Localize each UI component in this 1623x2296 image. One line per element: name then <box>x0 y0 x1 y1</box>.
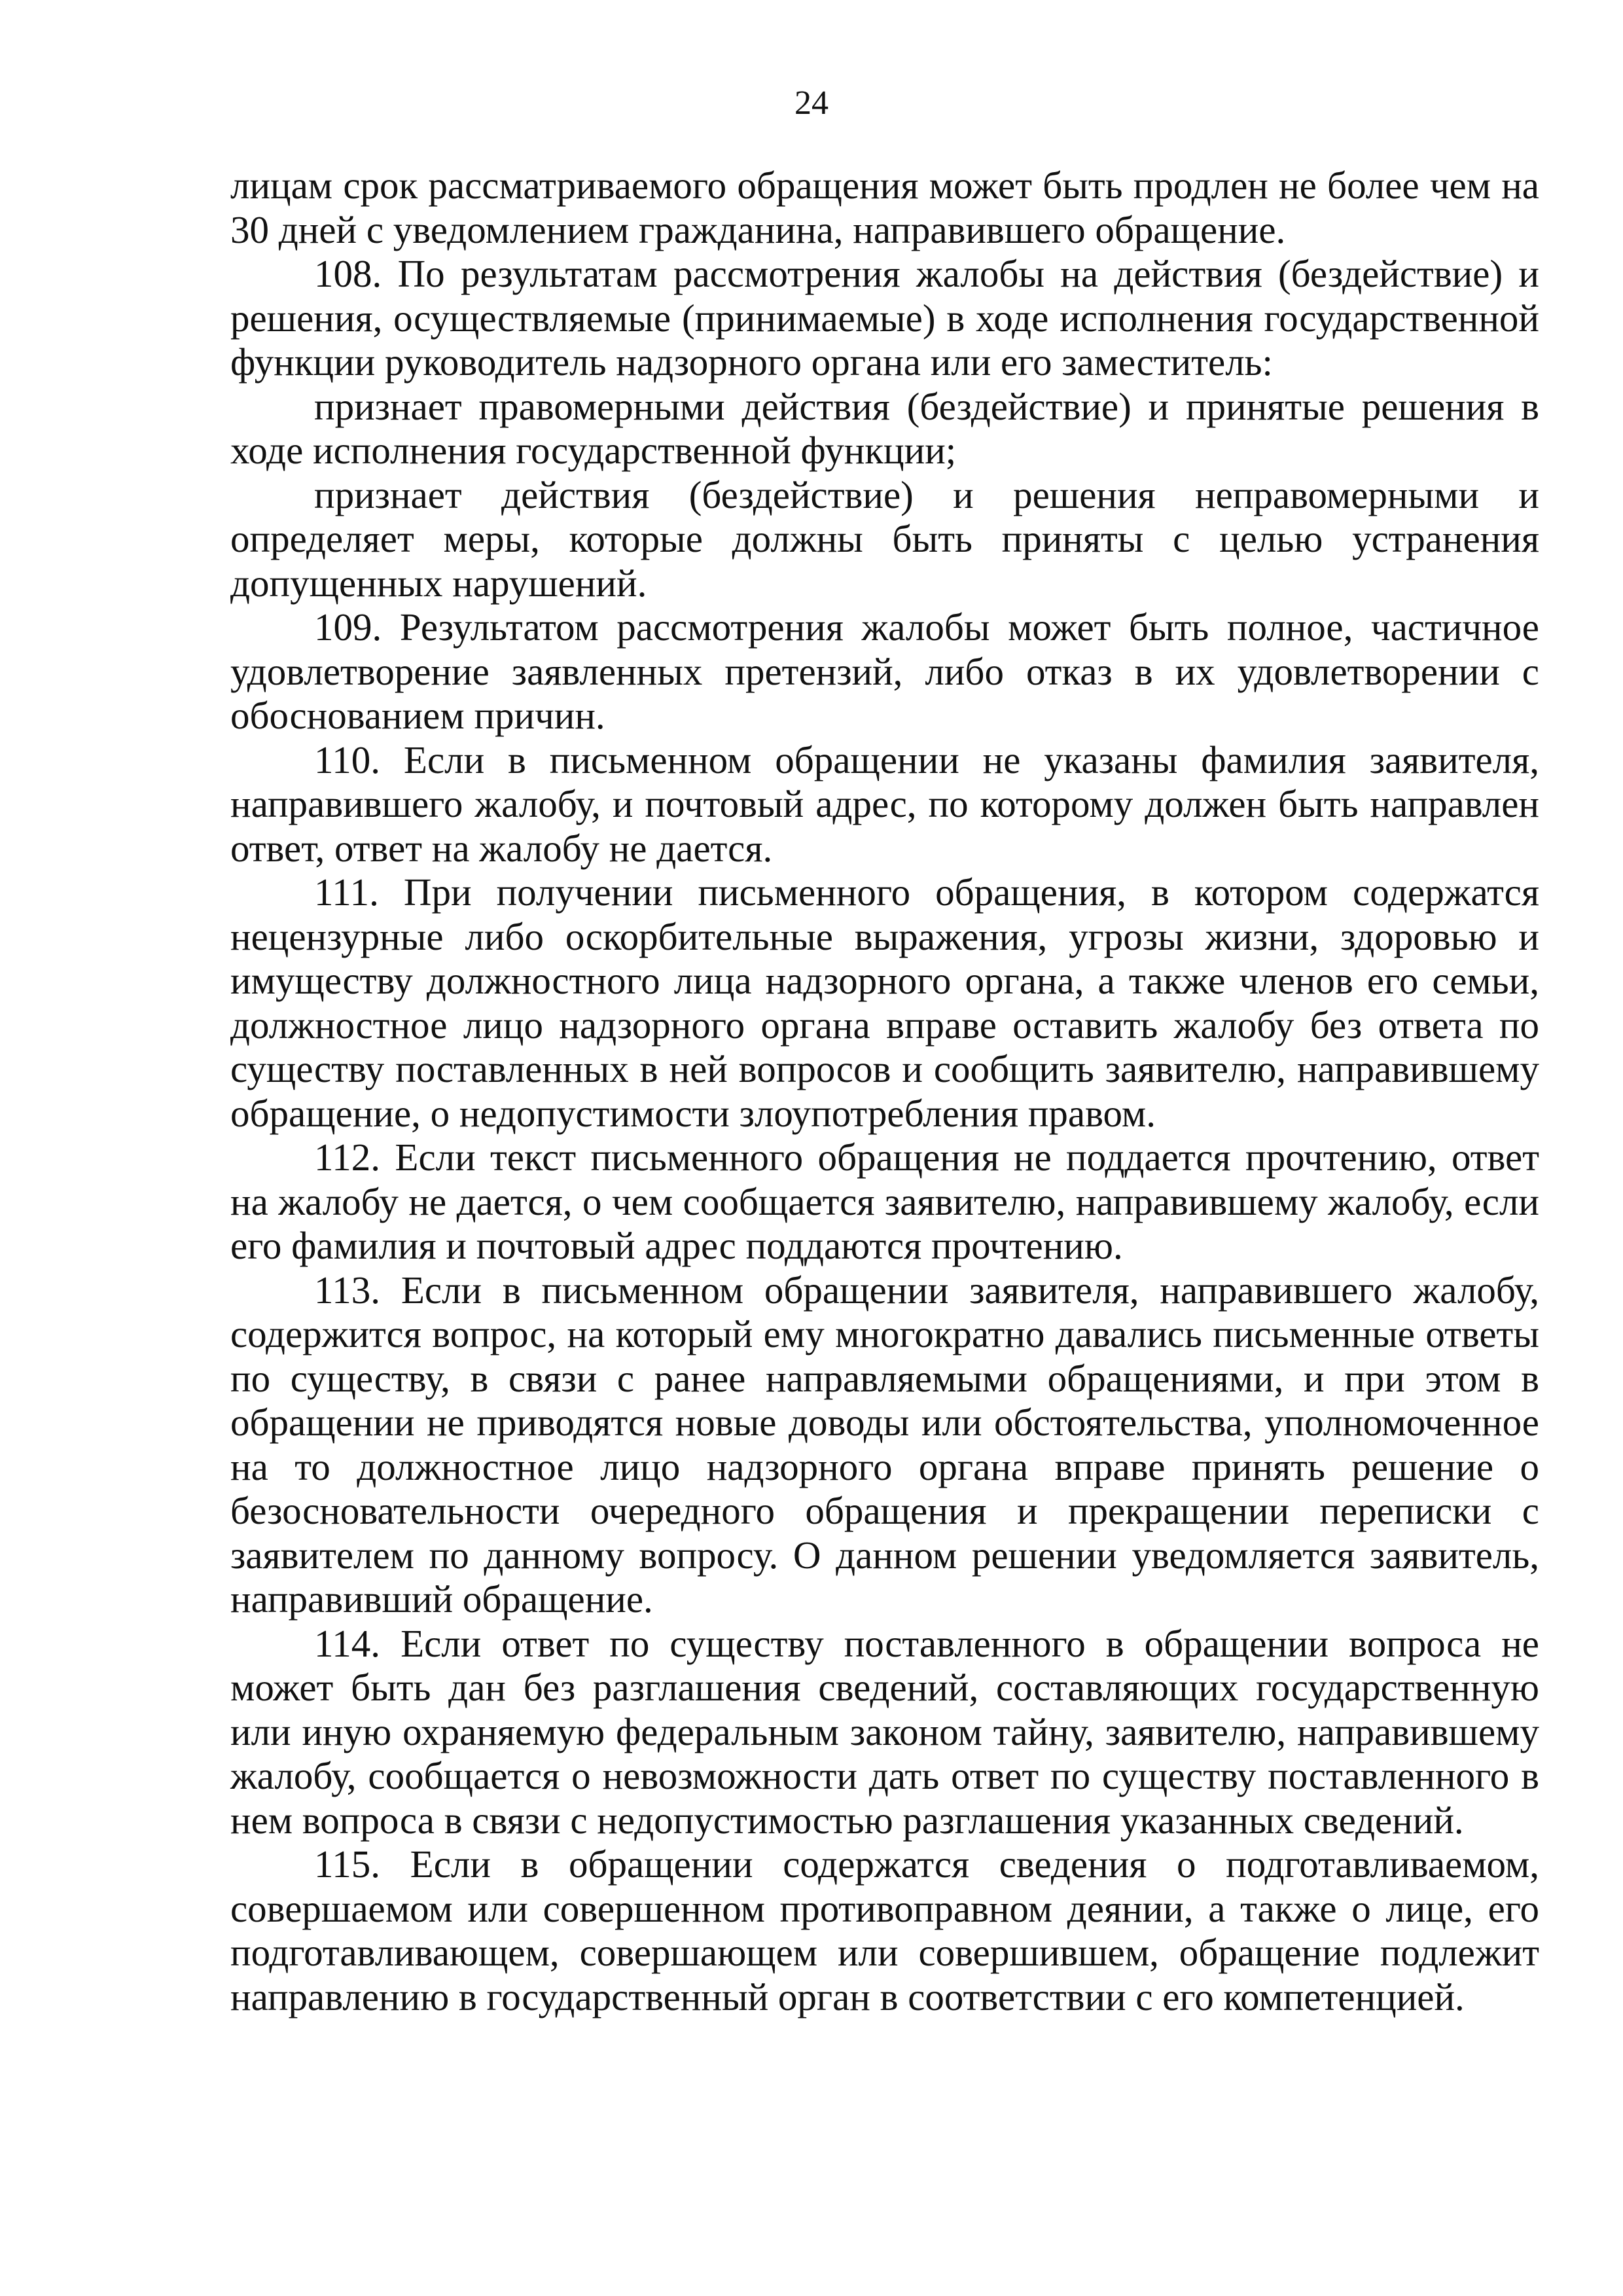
paragraph-114: 114. Если ответ по существу поставленного в обращении вопроса не может быть дан без разглашения сведений, составляющих государственную или иную охраняемую федеральным законом тайну, заявителю, направившему жалобу, сообщается о невозможности дать ответ по существу поставленного в нем вопроса в связи с недопустимостью разглашения указанных сведений. <box>230 1621 1539 1842</box>
paragraph-113: 113. Если в письменном обращении заявителя, направившего жалобу, содержится вопрос, на который ему многократно давались письменные ответы по существу, в связи с ранее направляемыми обращениями, и при этом в обращении не приводятся новые доводы или обстоятельства, уполномоченное на то должностное лицо надзорного органа вправе принять решение о безосновательности очередного обращения и прекращении переписки с заявителем по данному вопросу. О данном решении уведомляется заявитель, направивший обращение. <box>230 1268 1539 1621</box>
paragraph-109: 109. Результатом рассмотрения жалобы может быть полное, частичное удовлетворение заявленных претензий, либо отказ в их удовлетворении с обоснованием причин. <box>230 605 1539 737</box>
paragraph-continuation: лицам срок рассматриваемого обращения может быть продлен не более чем на 30 дней с уведомлением гражданина, направившего обращение. <box>230 164 1539 251</box>
paragraph-110: 110. Если в письменном обращении не указаны фамилия заявителя, направившего жалобу, и почтовый адрес, по которому должен быть направлен ответ, ответ на жалобу не дается. <box>230 738 1539 870</box>
document-body <box>230 164 1539 2019</box>
paragraph-112: 112. Если текст письменного обращения не поддается прочтению, ответ на жалобу не дается, о чем сообщается заявителю, направившему жалобу, если его фамилия и почтовый адрес поддаются прочтению. <box>230 1136 1539 1267</box>
paragraph-108-item-1: признает правомерными действия (бездействие) и принятые решения в ходе исполнения государственной функции; <box>230 384 1539 472</box>
paragraph-108-item-2: признает действия (бездействие) и решения неправомерными и определяет меры, которые должны быть приняты с целью устранения допущенных нарушений. <box>230 473 1539 605</box>
page-number: 24 <box>794 84 829 122</box>
paragraph-111: 111. При получении письменного обращения, в котором содержатся нецензурные либо оскорбительные выражения, угрозы жизни, здоровью и имуществу должностного лица надзорного органа, а также членов его семьи, должностное лицо надзорного органа вправе оставить жалобу без ответа по существу поставленных в ней вопросов и сообщить заявителю, направившему обращение, о недопустимости злоупотребления правом. <box>230 870 1539 1135</box>
paragraph-115: 115. Если в обращении содержатся сведения о подготавливаемом, совершаемом или совершенном противоправном деянии, а также о лице, его подготавливающем, совершающем или совершившем, обращение подлежит направлению в государственный орган в соответствии с его компетенцией. <box>230 1842 1539 2018</box>
paragraph-108: 108. По результатам рассмотрения жалобы на действия (бездействие) и решения, осуществляемые (принимаемые) в ходе исполнения государственной функции руководитель надзорного органа или его заместитель: <box>230 252 1539 384</box>
